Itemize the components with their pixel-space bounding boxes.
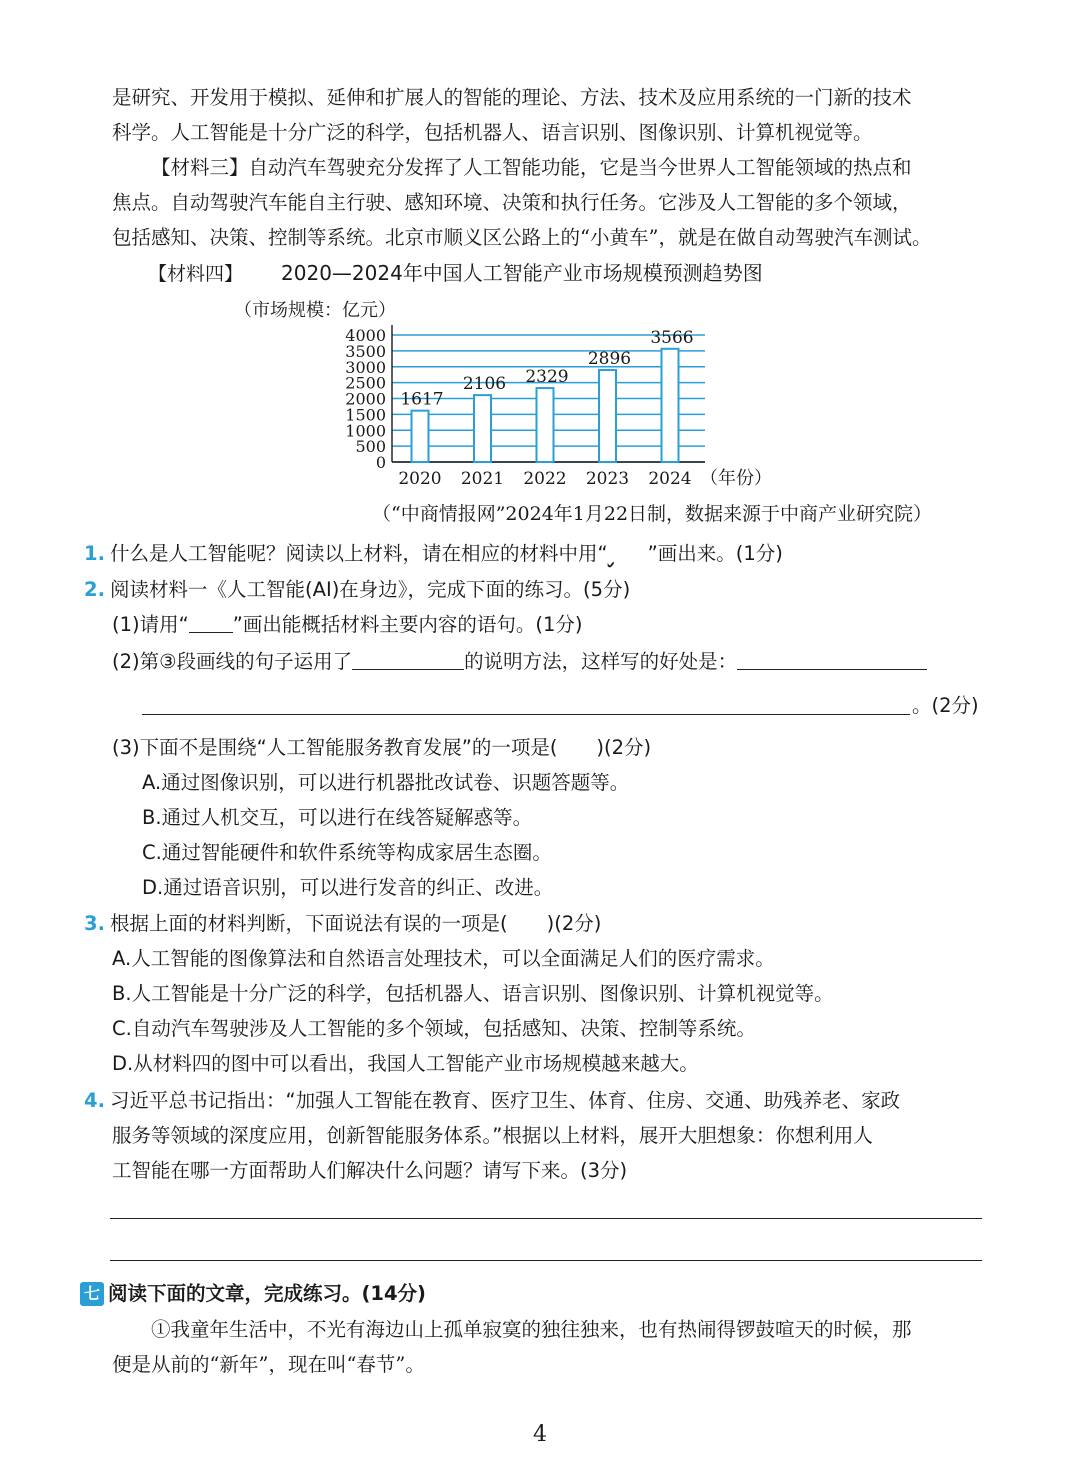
bar-chart — [230, 290, 790, 500]
answer-blank[interactable] — [737, 647, 927, 670]
y-tick-label: 2500 — [345, 373, 386, 393]
question-number: 3. — [84, 912, 105, 935]
question-text: 服务等领域的深度应用，创新智能服务体系。”根据以上材料，展开大胆想象：你想利用人 — [112, 1124, 873, 1147]
bar-value-label: 3566 — [650, 327, 694, 348]
x-tick-label: 2023 — [585, 469, 630, 489]
y-tick-label: 3500 — [345, 341, 386, 361]
question-text: 阅读材料一《人工智能(AI)在身边》，完成下面的练习。(5分) — [110, 578, 631, 601]
bar-value-label: 2329 — [525, 367, 569, 388]
section-title: 阅读下面的文章，完成练习。(14分) — [108, 1282, 426, 1305]
question-2-1 — [112, 607, 582, 642]
bar-2020 — [412, 411, 429, 462]
article-line: 便是从前的“新年”，现在叫“春节”。 — [112, 1353, 425, 1376]
answer-line[interactable] — [110, 1218, 982, 1219]
section-badge: 七 — [80, 1282, 104, 1306]
question-text: (2)第③段画线的句子运用了 — [112, 650, 353, 673]
question-text: 什么是人工智能呢？阅读以上材料，请在相应的材料中用“ — [110, 542, 608, 565]
chart-ylabel: （市场规模：亿元） — [234, 300, 396, 321]
question-number: 2. — [84, 578, 105, 601]
y-tick-label: 1000 — [345, 421, 386, 441]
chart-bars — [412, 349, 679, 462]
bar-value-label: 1617 — [400, 389, 444, 410]
option-a: A.通过图像识别，可以进行机器批改试卷、识题答题等。 — [142, 771, 630, 794]
question-text: 的说明方法，这样写的好处是： — [464, 650, 738, 673]
option-a: A.人工智能的图像算法和自然语言处理技术，可以全面满足人们的医疗需求。 — [112, 947, 775, 970]
option-d: D.通过语音识别，可以进行发音的纠正、改进。 — [142, 876, 554, 899]
answer-blank[interactable] — [352, 647, 464, 670]
bar-value-label: 2106 — [462, 374, 507, 395]
question-text: 习近平总书记指出：“加强人工智能在教育、医疗卫生、体育、住房、交通、助残养老、家政 — [110, 1089, 901, 1112]
y-tick-label: 1500 — [345, 405, 386, 425]
bar-2021 — [474, 395, 491, 462]
y-tick-label: 3000 — [345, 357, 386, 377]
option-c: C.自动汽车驾驶涉及人工智能的多个领域，包括感知、决策、控制等系统。 — [112, 1017, 756, 1040]
y-tick-label: 2000 — [345, 389, 386, 409]
x-tick-label: 2022 — [523, 469, 567, 489]
answer-line[interactable] — [142, 714, 910, 715]
answer-line[interactable] — [110, 1260, 982, 1261]
x-tick-label: 2024 — [648, 469, 692, 489]
bar-2024 — [662, 349, 679, 462]
question-1 — [84, 536, 984, 571]
bar-2022 — [537, 388, 554, 462]
question-text: 工智能在哪一方面帮助人们解决什么问题？请写下来。(3分) — [112, 1159, 628, 1182]
article-line: ①我童年生活中，不光有海边山上孤单寂寞的独往独来，也有热闹得锣鼓喧天的时候，那 — [151, 1318, 912, 1341]
bar-2023 — [599, 370, 616, 462]
question-2 — [84, 572, 984, 607]
x-tick-label: 2020 — [398, 469, 442, 489]
material4-label: 【材料四】 — [148, 263, 244, 285]
question-4 — [84, 1083, 984, 1118]
page-number: 4 — [533, 1422, 547, 1447]
paragraph-line: 是研究、开发用于模拟、延伸和扩展人的智能的理论、方法、技术及应用系统的一门新的技术 — [112, 86, 912, 109]
option-b: B.通过人机交互，可以进行在线答疑解惑等。 — [142, 806, 533, 829]
question-text: (1)请用“ — [112, 613, 189, 636]
chart-xticks — [398, 469, 691, 489]
question-number: 1. — [84, 542, 105, 565]
section-7-heading — [80, 1276, 426, 1311]
option-b: B.人工智能是十分广泛的科学，包括机器人、语言识别、图像识别、计算机视觉等。 — [112, 982, 834, 1005]
question-2-3: (3)下面不是围绕“人工智能服务教育发展”的一项是( )(2分) — [112, 736, 652, 759]
chart-yticks — [345, 326, 386, 472]
underline-mark — [189, 610, 233, 633]
material3-line: 焦点。自动驾驶汽车能自主行驶、感知环境、决策和执行任务。它涉及人工智能的多个领域， — [112, 191, 912, 214]
chart-xlabel: （年份） — [700, 468, 772, 489]
option-c: C.通过智能硬件和软件系统等构成家居生态圈。 — [142, 841, 552, 864]
y-tick-label: 500 — [355, 437, 386, 457]
question-number: 4. — [84, 1089, 105, 1112]
paragraph-line: 科学。人工智能是十分广泛的科学，包括机器人、语言识别、图像识别、计算机视觉等。 — [112, 121, 873, 144]
material3-line: 【材料三】自动汽车驾驶充分发挥了人工智能功能，它是当今世界人工智能领域的热点和 — [151, 156, 912, 179]
y-tick-label: 0 — [375, 453, 386, 472]
question-text: ”画出能概括材料主要内容的语句。(1分) — [232, 613, 583, 636]
wavy-line-mark — [608, 536, 648, 558]
question-text: ”画出来。(1分) — [647, 542, 783, 565]
chart-title: 2020—2024年中国人工智能产业市场规模预测趋势图 — [281, 261, 763, 285]
material4-header — [148, 258, 763, 289]
y-tick-label: 4000 — [345, 326, 386, 345]
chart-source: （“中商情报网”2024年1月22日制，数据来源于中商产业研究院） — [372, 503, 933, 525]
material3-line: 包括感知、决策、控制等系统。北京市顺义区公路上的“小黄车”，就是在做自动驾驶汽车测试。 — [112, 226, 932, 249]
option-d: D.从材料四的图中可以看出，我国人工智能产业市场规模越来越大。 — [112, 1052, 699, 1075]
question-text: 根据上面的材料判断，下面说法有误的一项是( )(2分) — [110, 912, 602, 935]
question-2-2-end: 。(2分) — [912, 694, 979, 717]
bar-value-label: 2896 — [587, 349, 632, 370]
question-2-2 — [112, 644, 927, 679]
x-tick-label: 2021 — [460, 469, 505, 489]
question-3 — [84, 906, 984, 941]
